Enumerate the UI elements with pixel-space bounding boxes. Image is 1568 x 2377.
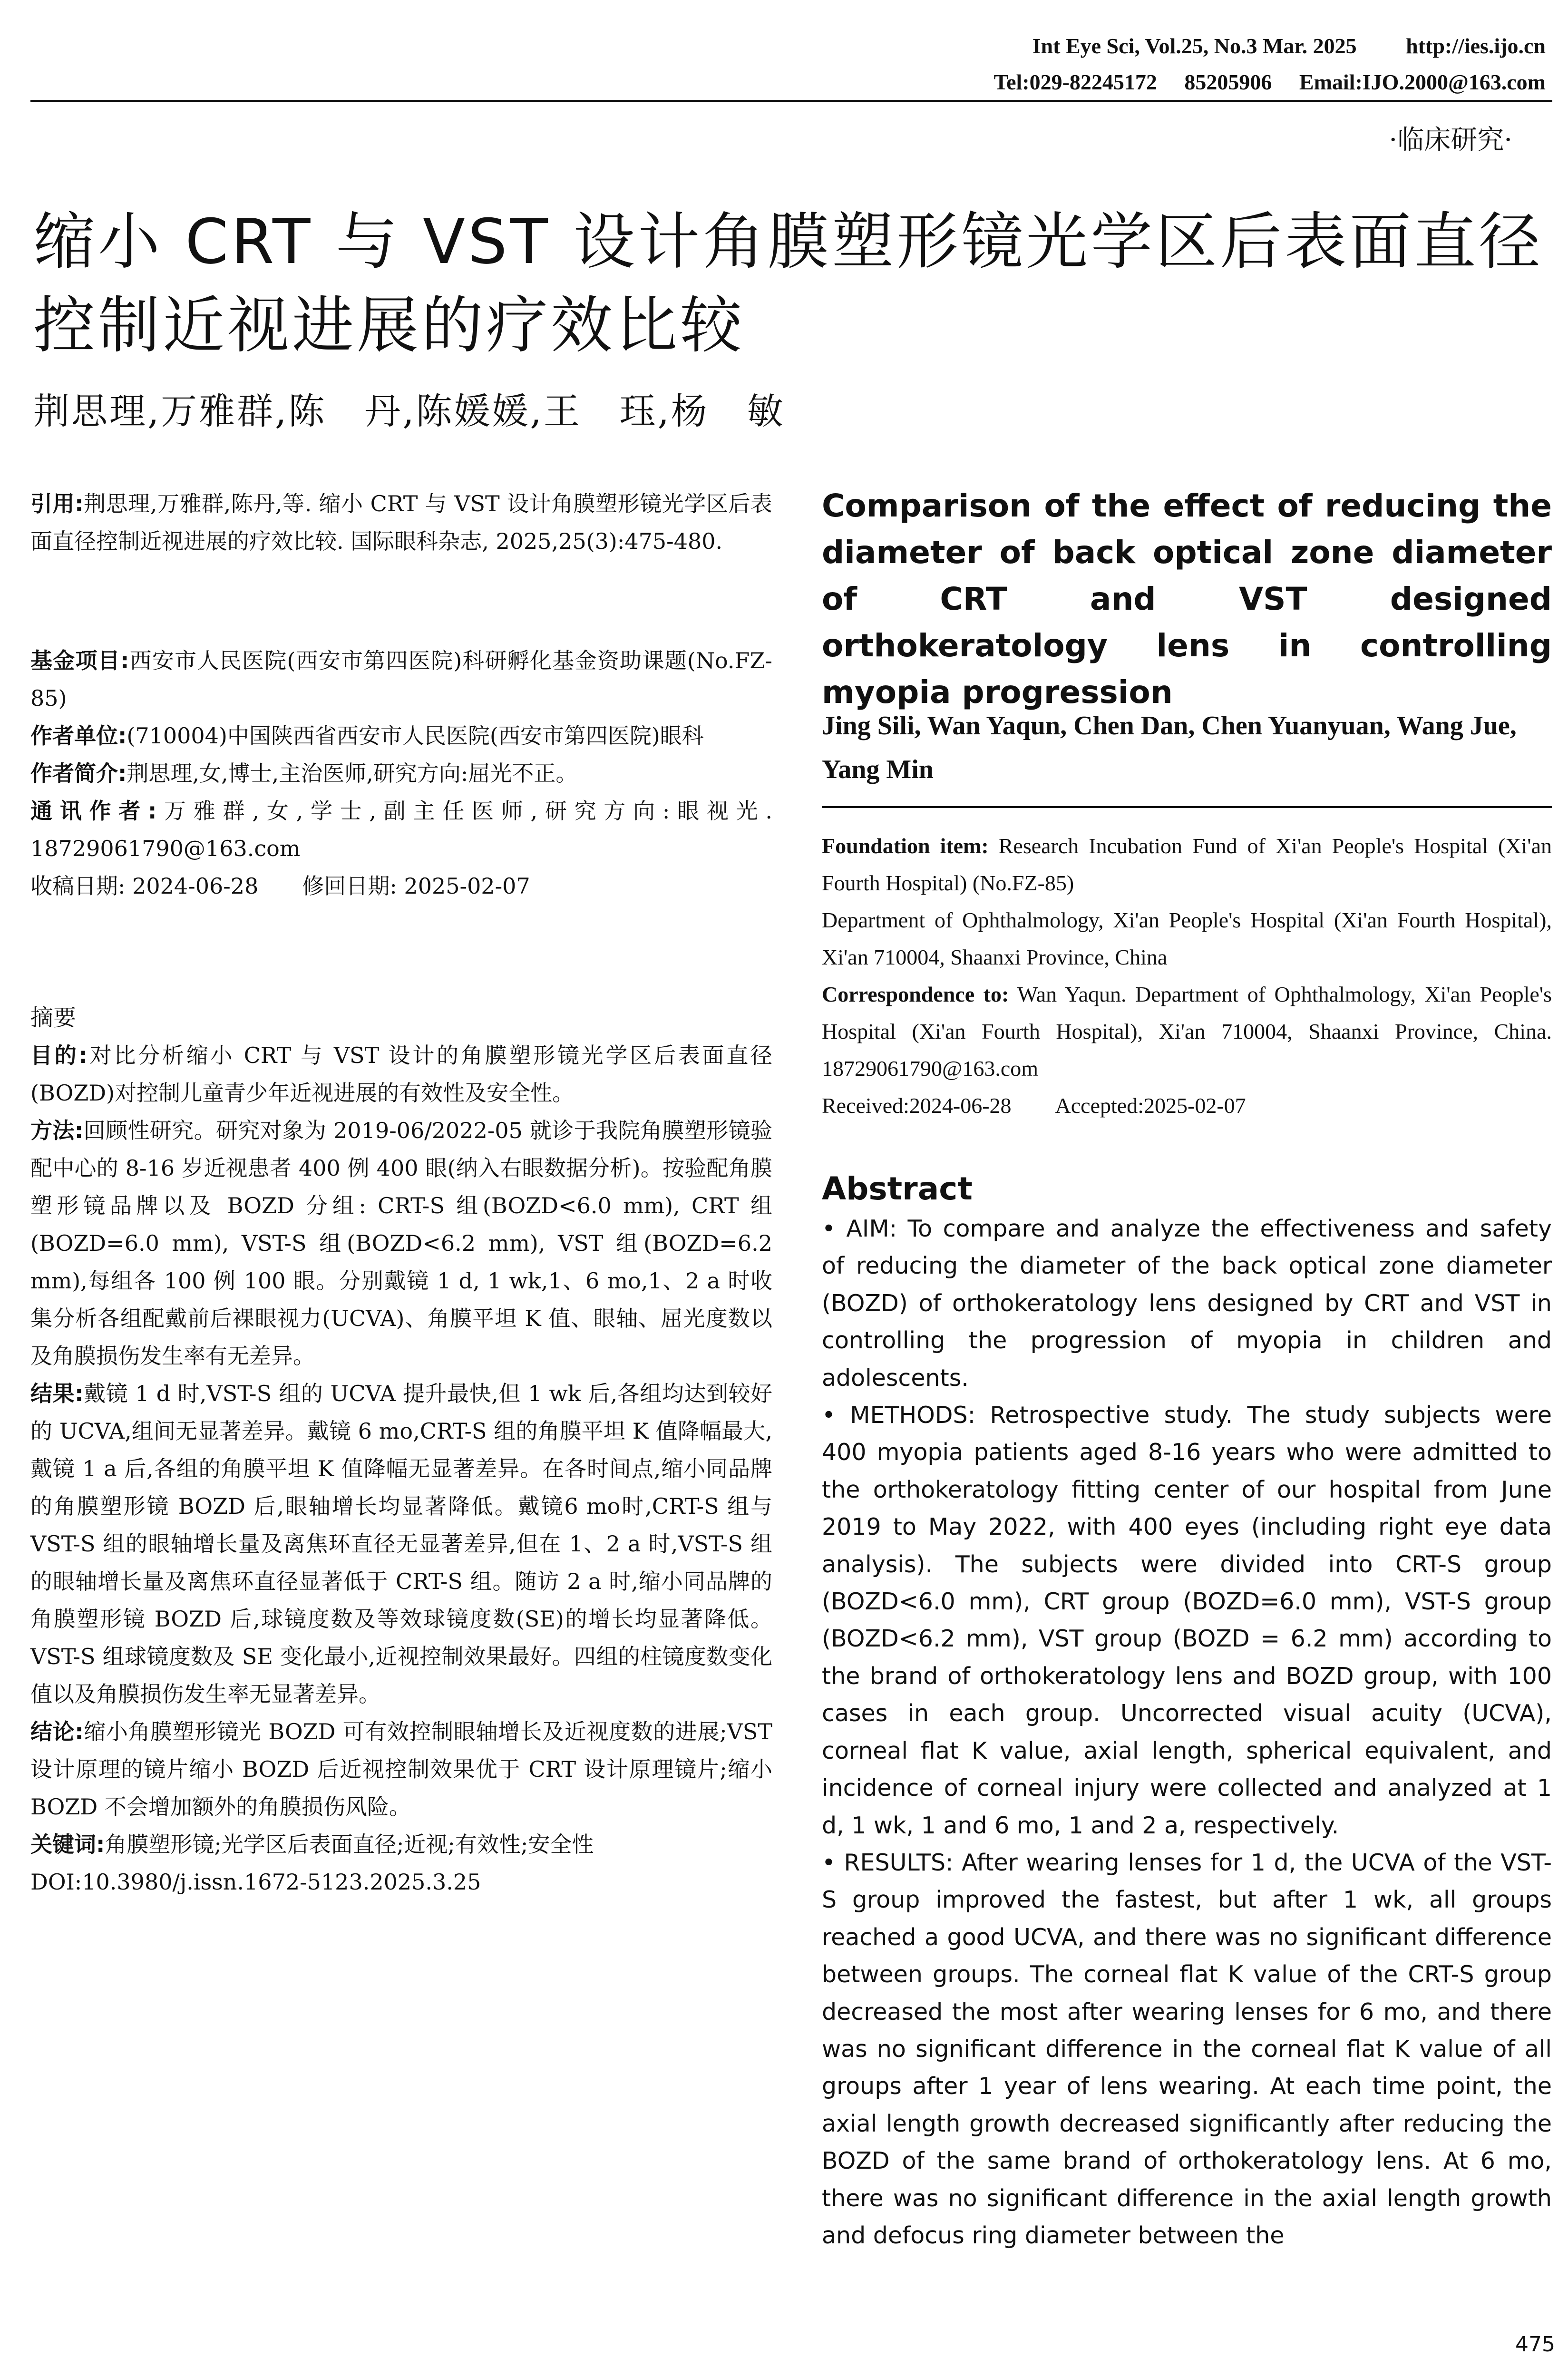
received-dates: 收稿日期: 2024-06-28 修回日期: 2025-02-07	[30, 873, 530, 899]
journal-header: Int Eye Sci, Vol.25, No.3 Mar. 2025 http://ies.ijo.cn	[1032, 34, 1546, 58]
article-title-cn: 缩小 CRT 与 VST 设计角膜塑形镜光学区后表面直径控制近视进展的疗效比较	[33, 205, 1544, 361]
citation	[30, 485, 772, 560]
conclusion-paragraph-cn	[30, 1713, 772, 1826]
methods-label-cn: 方法:	[30, 1118, 84, 1143]
unit-line	[30, 717, 772, 755]
citation-text: 荆思理,万雅群,陈丹,等. 缩小 CRT 与 VST 设计角膜塑形镜光学区后表面直径控制近视进展的疗效比较. 国际眼科杂志, 2025,25(3):475-480.	[30, 491, 772, 554]
correspondence-line-en	[822, 976, 1552, 1087]
methods-text-cn: 回顾性研究。研究对象为 2019-06/2022-05 就诊于我院角膜塑形镜验配中心的 8-16 岁近视患者 400 例 400 眼(纳入右眼数据分析)。按验配角膜塑形镜品牌以及 BOZD 分组: CRT-S 组(BOZD<6.0 mm), CRT 组(BOZD=6.0 mm), VST-S 组(BOZD<6.2 mm), VST 组(BOZD=6.2 mm),每组各 100 例 100 眼。分别戴镜 1 d, 1 wk,1、6 mo,1、2 a 时收集分析各组配戴前后裸眼视力(UCVA)、角膜平坦 K 值、眼轴、屈光度数以及角膜损伤发生率有无差异。	[30, 1118, 772, 1369]
abstract-heading-en: Abstract	[822, 1170, 973, 1207]
methods-paragraph-cn	[30, 1112, 772, 1375]
article-metadata-en	[822, 828, 1552, 1124]
correspondence-line	[30, 792, 772, 867]
article-title-en: Comparison of the effect of reducing the diameter of back optical zone diameter of CRT and VST designed orthokeratology lens in controlling myopia progression	[822, 487, 1552, 711]
intro-line	[30, 755, 772, 792]
keywords-paragraph-cn	[30, 1826, 772, 1863]
citation-label: 引用:	[30, 491, 84, 516]
unit-text: (710004)中国陕西省西安市人民医院(西安市第四医院)眼科	[127, 723, 704, 749]
abstract-heading-cn: 摘要	[30, 1004, 77, 1031]
correspondence-label-en: Correspondence to:	[822, 982, 1009, 1006]
abstract-cn	[30, 999, 772, 1901]
results-paragraph-cn	[30, 1375, 772, 1713]
correspondence-text-en: Wan Yaqun. Department of Ophthalmology, Xi'an People's Hospital (Xi'an Fourth Hospital), Xi'an 710004, Shaanxi Province, China. 18729061790@163.com	[822, 982, 1552, 1081]
keywords-text-cn: 角膜塑形镜;光学区后表面直径;近视;有效性;安全性	[105, 1831, 594, 1857]
correspondence-text: 万雅群,女,学士,副主任医师,研究方向:眼视光. 18729061790@163.com	[30, 798, 773, 861]
authors-cn: 荆思理,万雅群,陈 丹,陈媛媛,王 珏,杨 敏	[33, 390, 785, 432]
keywords-label-cn: 关键词:	[30, 1831, 105, 1857]
article-metadata-cn	[30, 642, 772, 905]
aim-label-cn: 目的:	[30, 1042, 88, 1068]
section-tag: ·临床研究·	[1389, 125, 1512, 156]
fund-text: 西安市人民医院(西安市第四医院)科研孵化基金资助课题(No.FZ-85)	[30, 648, 772, 711]
abstract-en	[822, 1210, 1552, 2254]
fund-label: 基金项目:	[30, 648, 129, 673]
results-label-cn: 结果:	[30, 1381, 84, 1406]
aim-paragraph-en: • AIM: To compare and analyze the effectiveness and safety of reducing the diameter of the back optical zone diameter (BOZD) of orthokeratology lens designed by CRT and VST in controlling the progression of myopia in children and adolescents.	[822, 1215, 1552, 1392]
journal-contact: Tel:029-82245172 85205906 Email:IJO.2000@163.com	[993, 70, 1546, 94]
methods-paragraph-en: • METHODS: Retrospective study. The study subjects were 400 myopia patients aged 8-16 years who were admitted to the orthokeratology fitting center of our hospital from June 2019 to May 2022, with 400 eyes (including right eye data analysis). The subjects were divided into CRT-S group (BOZD<6.0 mm), CRT group (BOZD=6.0 mm), VST-S group (BOZD<6.2 mm), VST group (BOZD = 6.2 mm) according to the brand of orthokeratology lens and BOZD group, with 100 cases in each group. Uncorrected visual acuity (UCVA), corneal flat K value, axial length, spherical equivalent, and incidence of corneal injury were collected and analyzed at 1 d, 1 wk, 1 and 6 mo, 1 and 2 a, respectively.	[822, 1402, 1552, 1839]
english-section-divider	[822, 806, 1552, 808]
unit-label: 作者单位:	[30, 723, 127, 749]
aim-paragraph-cn	[30, 1037, 772, 1112]
header-divider	[30, 100, 1552, 102]
correspondence-label: 通讯作者:	[30, 798, 157, 824]
authors-en: Jing Sili, Wan Yaqun, Chen Dan, Chen Yuanyuan, Wang Jue, Yang Min	[822, 711, 1517, 784]
aim-text-cn: 对比分析缩小 CRT 与 VST 设计的角膜塑形镜光学区后表面直径(BOZD)对控制儿童青少年近视进展的有效性及安全性。	[30, 1042, 772, 1106]
conclusion-text-cn: 缩小角膜塑形镜光 BOZD 可有效控制眼轴增长及近视度数的进展;VST 设计原理的镜片缩小 BOZD 后近视控制效果优于 CRT 设计原理镜片;缩小 BOZD 不会增加额外的角膜损伤风险。	[30, 1719, 772, 1820]
department-line-en: Department of Ophthalmology, Xi'an People's Hospital (Xi'an Fourth Hospital), Xi'an 710004, Shaanxi Province, China	[822, 908, 1552, 969]
foundation-line-en	[822, 828, 1552, 902]
intro-label: 作者简介:	[30, 760, 127, 786]
results-text-cn: 戴镜 1 d 时,VST-S 组的 UCVA 提升最快,但 1 wk 后,各组均达到较好的 UCVA,组间无显著差异。戴镜 6 mo,CRT-S 组的角膜平坦 K 值降幅最大,戴镜 1 a 后,各组的角膜平坦 K 值降幅无显著差异。在各时间点,缩小同品牌的角膜塑形镜 BOZD 后,眼轴增长均显著降低。戴镜6 mo时,CRT-S 组与 VST-S 组的眼轴增长量及离焦环直径无显著差异,但在 1、2 a 时,VST-S 组的眼轴增长量及离焦环直径显著低于 CRT-S 组。随访 2 a 时,缩小同品牌的角膜塑形镜 BOZD 后,球镜度数及等效球镜度数(SE)的增长均显著降低。VST-S 组球镜度数及 SE 变化最小,近视控制效果最好。四组的柱镜度数变化值以及角膜损伤发生率无显著差异。	[30, 1381, 772, 1707]
intro-text: 荆思理,女,博士,主治医师,研究方向:屈光不正。	[127, 760, 578, 786]
page-number: 475	[1515, 2332, 1555, 2357]
dates-line-en: Received:2024-06-28 Accepted:2025-02-07	[822, 1093, 1246, 1118]
results-paragraph-en: • RESULTS: After wearing lenses for 1 d, the UCVA of the VST-S group improved the fastest, but after 1 wk, all groups reached a good UCVA, and there was no significant difference between groups. The corneal flat K value of the CRT-S group decreased the most after wearing lenses for 6 mo, and there was no significant difference in the corneal flat K value of all groups after 1 year of lens wearing. At each time point, the axial length growth decreased significantly after reducing the BOZD of the same brand of orthokeratology lens. At 6 mo, there was no significant difference in the axial length growth and defocus ring diameter between the	[822, 1849, 1552, 2249]
fund-line	[30, 642, 772, 717]
foundation-label-en: Foundation item:	[822, 834, 989, 858]
foundation-text-en: Research Incubation Fund of Xi'an People's Hospital (Xi'an Fourth Hospital) (No.FZ-85)	[822, 834, 1552, 895]
doi: DOI:10.3980/j.issn.1672-5123.2025.3.25	[30, 1869, 481, 1895]
conclusion-label-cn: 结论:	[30, 1719, 84, 1744]
